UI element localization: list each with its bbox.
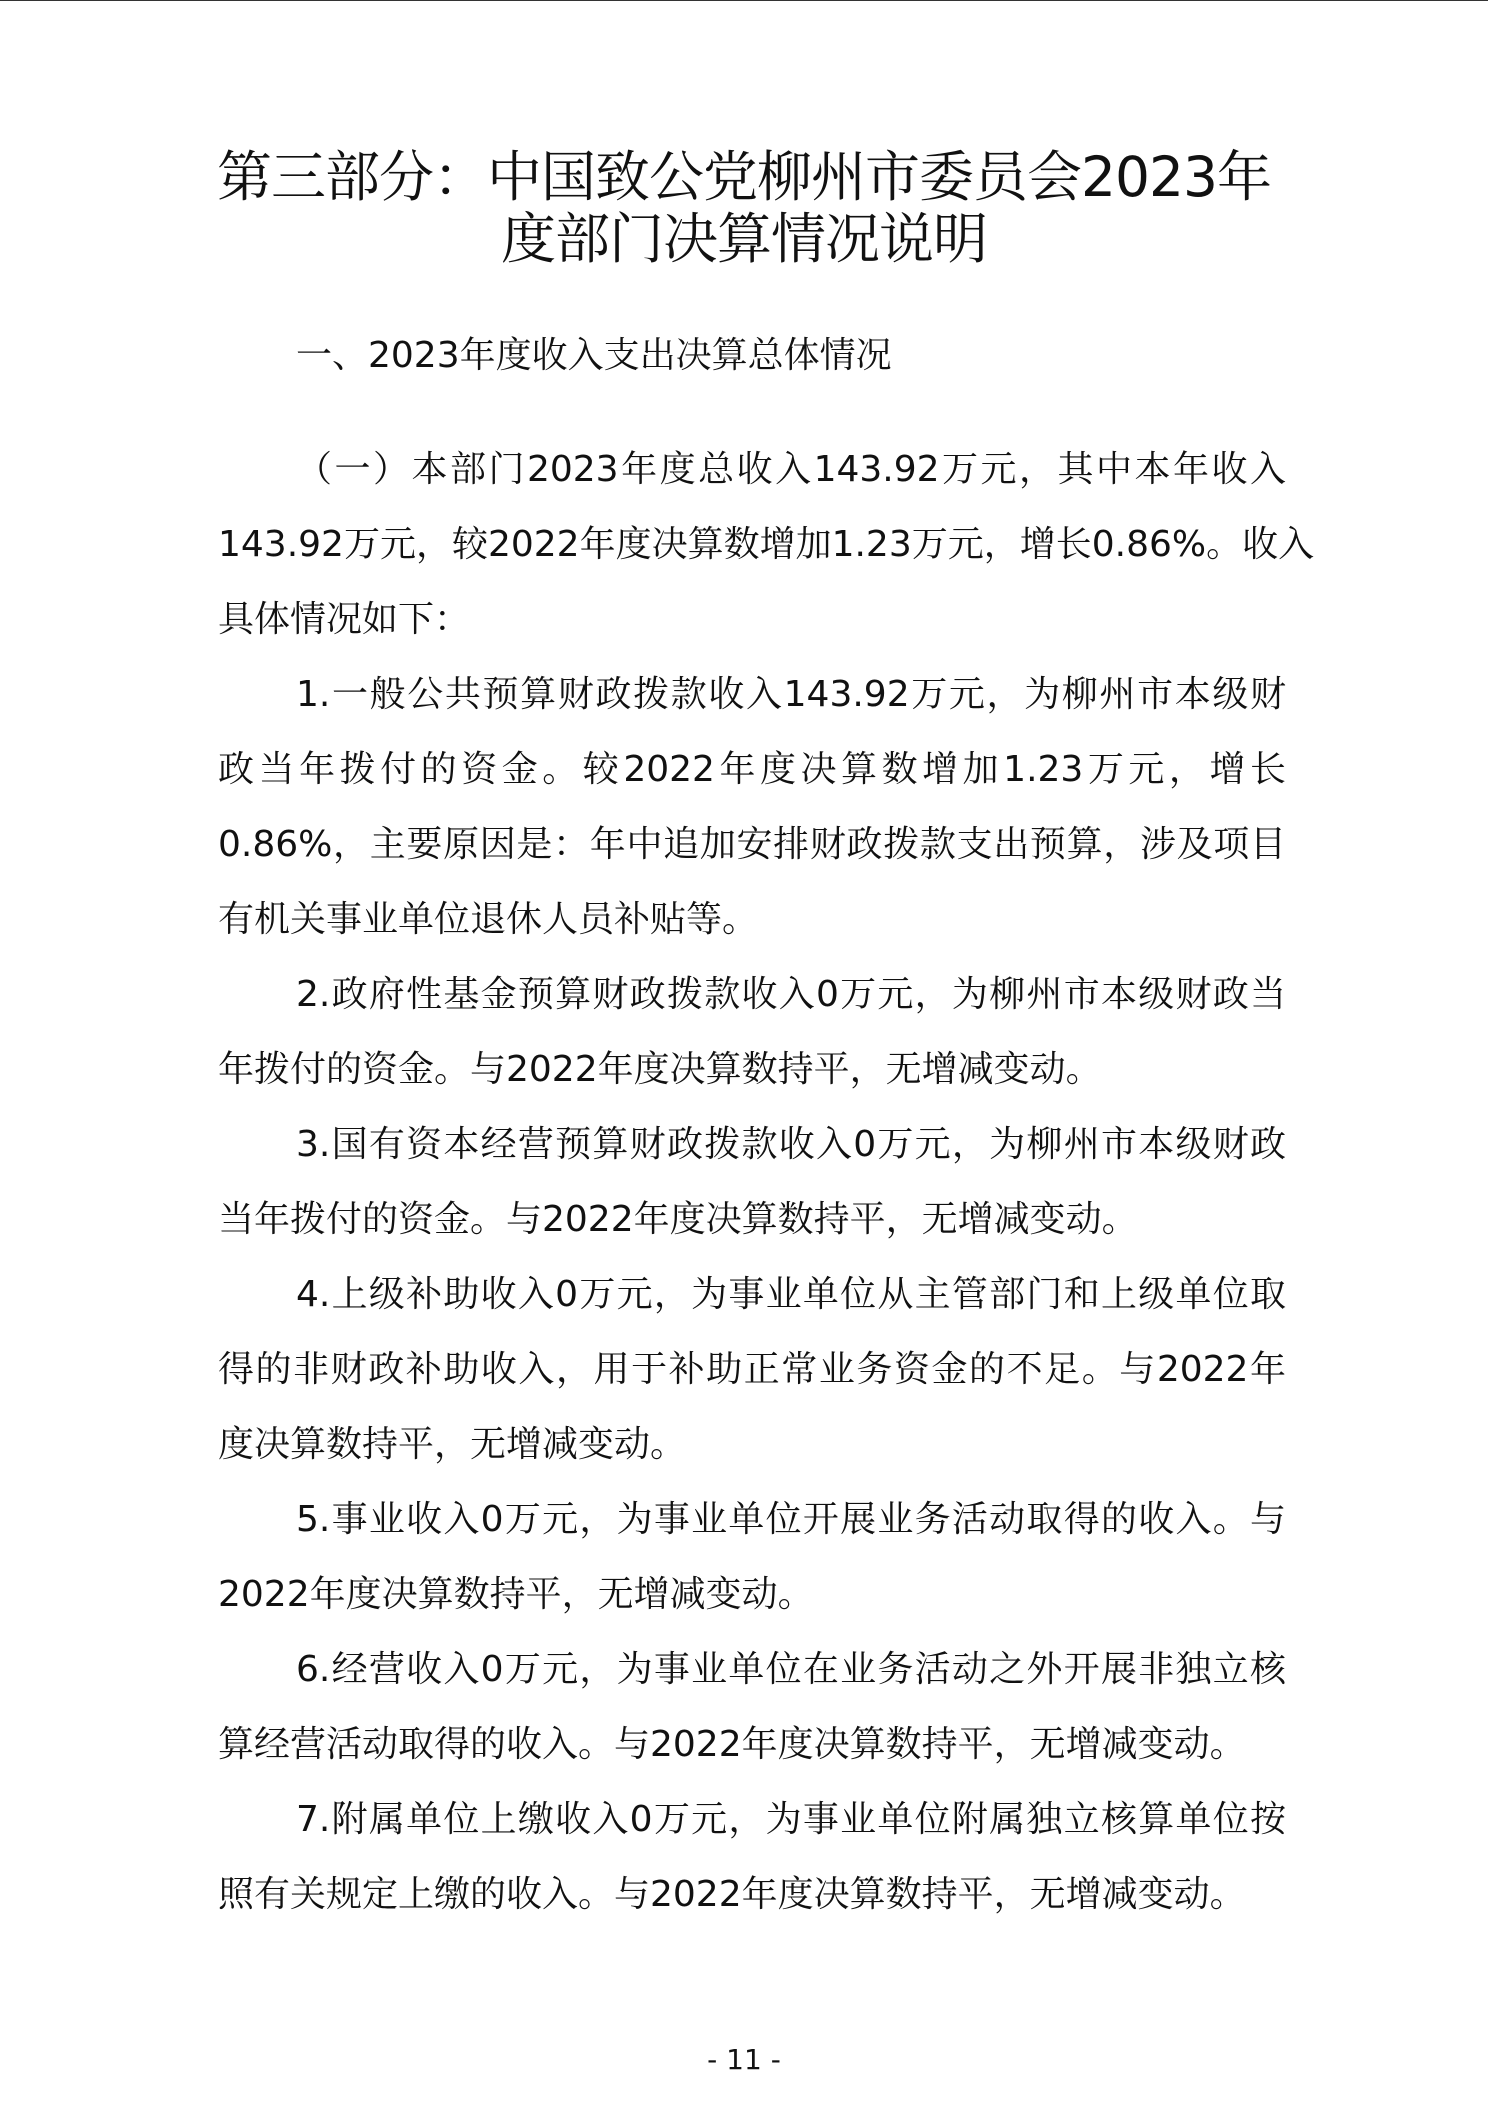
paragraph-item-1 [218,657,1286,957]
text-line: 0.86%，主要原因是：年中追加安排财政拨款支出预算，涉及项目 [218,824,1286,865]
text-line: 7.附属单位上缴收入0万元，为事业单位附属独立核算单位按 [296,1799,1286,1840]
paragraph-total-income [218,432,1315,657]
text-line: 3.国有资本经营预算财政拨款收入0万元，为柳州市本级财政 [296,1124,1286,1165]
paragraph-item-4 [218,1257,1286,1482]
body-text [218,432,1315,1932]
paragraph-item-2 [218,957,1286,1107]
text-line: 算经营活动取得的收入。与2022年度决算数持平，无增减变动。 [218,1724,1246,1765]
text-line: 年拨付的资金。与2022年度决算数持平，无增减变动。 [218,1049,1102,1090]
text-line: 5.事业收入0万元，为事业单位开展业务活动取得的收入。与 [296,1499,1286,1540]
top-border-line [0,0,1488,1]
text-line: 得的非财政补助收入，用于补助正常业务资金的不足。与2022年 [218,1349,1286,1390]
text-line: 1.一般公共预算财政拨款收入143.92万元，为柳州市本级财 [296,674,1286,715]
paragraph-item-3 [218,1107,1286,1257]
page-title [200,146,1288,270]
section-heading: 一、2023年度收入支出决算总体情况 [296,335,892,376]
text-line: 4.上级补助收入0万元，为事业单位从主管部门和上级单位取 [296,1274,1286,1315]
text-line: 143.92万元，较2022年度决算数增加1.23万元，增长0.86%。收入 [218,524,1315,565]
paragraph-item-7 [218,1782,1286,1932]
text-line: 2022年度决算数持平，无增减变动。 [218,1574,814,1615]
text-line: 当年拨付的资金。与2022年度决算数持平，无增减变动。 [218,1199,1138,1240]
text-line: 2.政府性基金预算财政拨款收入0万元，为柳州市本级财政当 [296,974,1286,1015]
text-line: 政当年拨付的资金。较2022年度决算数增加1.23万元，增长 [218,749,1286,790]
page-number: - 11 - [707,2043,781,2076]
text-line: 具体情况如下： [218,599,471,640]
text-line: （一）本部门2023年度总收入143.92万元，其中本年收入 [296,449,1286,490]
text-line: 有机关事业单位退休人员补贴等。 [218,899,759,940]
text-line: 6.经营收入0万元，为事业单位在业务活动之外开展非独立核 [296,1649,1286,1690]
paragraph-item-6 [218,1632,1286,1782]
text-line: 照有关规定上缴的收入。与2022年度决算数持平，无增减变动。 [218,1874,1246,1915]
paragraph-item-5 [218,1482,1286,1632]
page-title-line-1: 第三部分：中国致公党柳州市委员会2023年 [217,145,1271,209]
page-title-line-2: 度部门决算情况说明 [500,207,987,271]
text-line: 度决算数持平，无增减变动。 [218,1424,687,1465]
